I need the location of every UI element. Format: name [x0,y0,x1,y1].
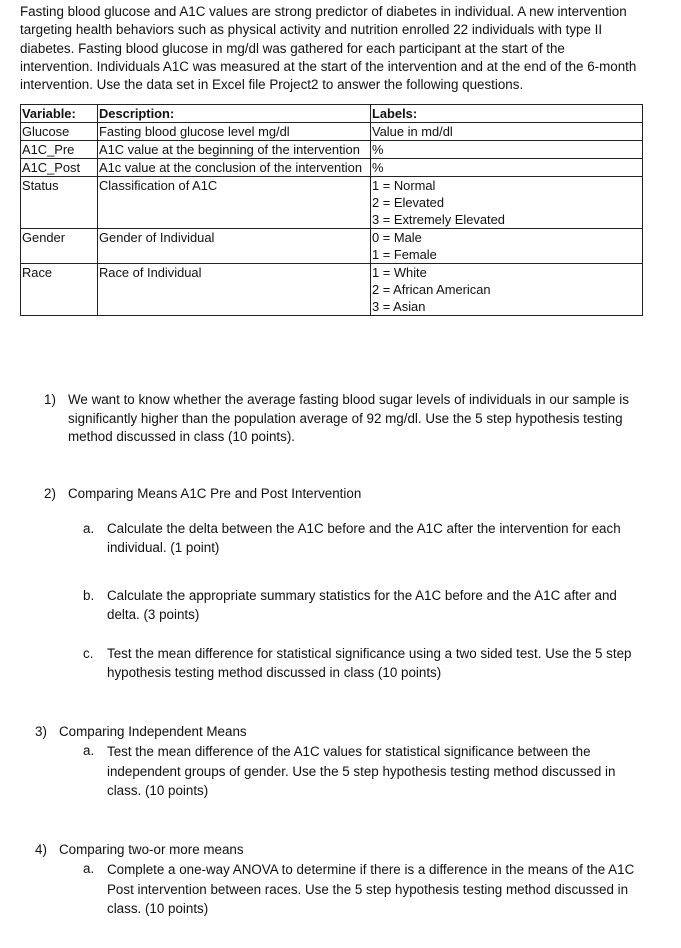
label-line: 1 = Female [372,247,437,262]
table-row [21,177,643,229]
table-row [21,141,643,159]
question-4-number: 4) [35,842,47,857]
question-3a-text: Test the mean difference of the A1C values for statistical significance between the independent groups of gender. Use the 5 step hypothesis testing method discussed in class. (10 points) [107,744,616,798]
variables-table [20,104,643,316]
label-line: 3 = Extremely Elevated [372,212,505,227]
question-2a-text: Calculate the delta between the A1C before and the A1C after the intervention for each individual. (1 point) [107,521,621,555]
label-line: Value in md/dl [372,124,453,139]
question-3-title: Comparing Independent Means [59,724,247,739]
question-4a-letter: a. [83,861,95,876]
question-2b-text: Calculate the appropriate summary statistics for the A1C before and the A1C after and delta. (3 points) [107,588,617,622]
cell-variable: A1C_Post [21,159,98,177]
question-4a-text: Complete a one-way ANOVA to determine if there is a difference in the means of the A1C Post intervention between races. Use the 5 step hypothesis testing method discussed in class. (10 points) [107,862,635,916]
question-4-title: Comparing two-or more means [59,842,244,857]
label-line: % [372,142,384,157]
table-row [21,264,643,316]
cell-variable: Gender [21,229,98,264]
question-2b-letter: b. [83,588,95,603]
question-2a-letter: a. [83,521,95,536]
cell-labels [371,229,643,264]
question-2c-letter: c. [83,646,94,661]
cell-variable: A1C_Pre [21,141,98,159]
intro-paragraph: Fasting blood glucose and A1C values are strong predictor of diabetes in individual. A new intervention targeting health behaviors such as physical activity and nutrition enrolled 22 individuals with type II diabetes. Fasting blood glucose in mg/dl was gathered for each participant at the start of the intervention. Individuals A1C was measured at the start of the intervention and at the end of the 6-month intervention. Use the data set in Excel file Project2 to answer the following questions. [20,4,637,93]
cell-description: A1c value at the conclusion of the intervention [98,159,371,177]
cell-labels [371,141,643,159]
question-2-title: Comparing Means A1C Pre and Post Intervention [68,486,362,501]
cell-variable: Glucose [21,123,98,141]
table-header-row [21,105,643,123]
label-line: 3 = Asian [372,299,426,314]
question-3a-letter: a. [83,743,95,758]
cell-description: Gender of Individual [98,229,371,264]
cell-labels [371,159,643,177]
cell-labels [371,264,643,316]
question-2c-text: Test the mean difference for statistical significance using a two sided test. Use the 5 step hypothesis testing method discussed in class (10 points) [107,646,632,680]
label-line: 0 = Male [372,230,422,245]
cell-description: A1C value at the beginning of the intervention [98,141,371,159]
cell-variable: Race [21,264,98,316]
cell-labels [371,123,643,141]
label-line: 1 = Normal [372,178,436,193]
cell-variable: Status [21,177,98,229]
question-1-text: We want to know whether the average fasting blood sugar levels of individuals in our sample is significantly higher than the population average of 92 mg/dl. Use the 5 step hypothesis testing method discussed in class (10 points). [68,392,629,444]
label-line: 2 = Elevated [372,195,445,210]
table-row [21,229,643,264]
question-2-number: 2) [44,486,56,501]
table-row [21,159,643,177]
question-3-number: 3) [35,724,47,739]
question-1-number: 1) [44,392,56,407]
label-line: 1 = White [372,265,427,280]
label-line: % [372,160,384,175]
cell-description: Race of Individual [98,264,371,316]
cell-description: Classification of A1C [98,177,371,229]
label-line: 2 = African American [372,282,491,297]
table-row [21,123,643,141]
header-labels: Labels: [371,105,643,123]
header-variable: Variable: [21,105,98,123]
header-description: Description: [98,105,371,123]
cell-labels [371,177,643,229]
cell-description: Fasting blood glucose level mg/dl [98,123,371,141]
